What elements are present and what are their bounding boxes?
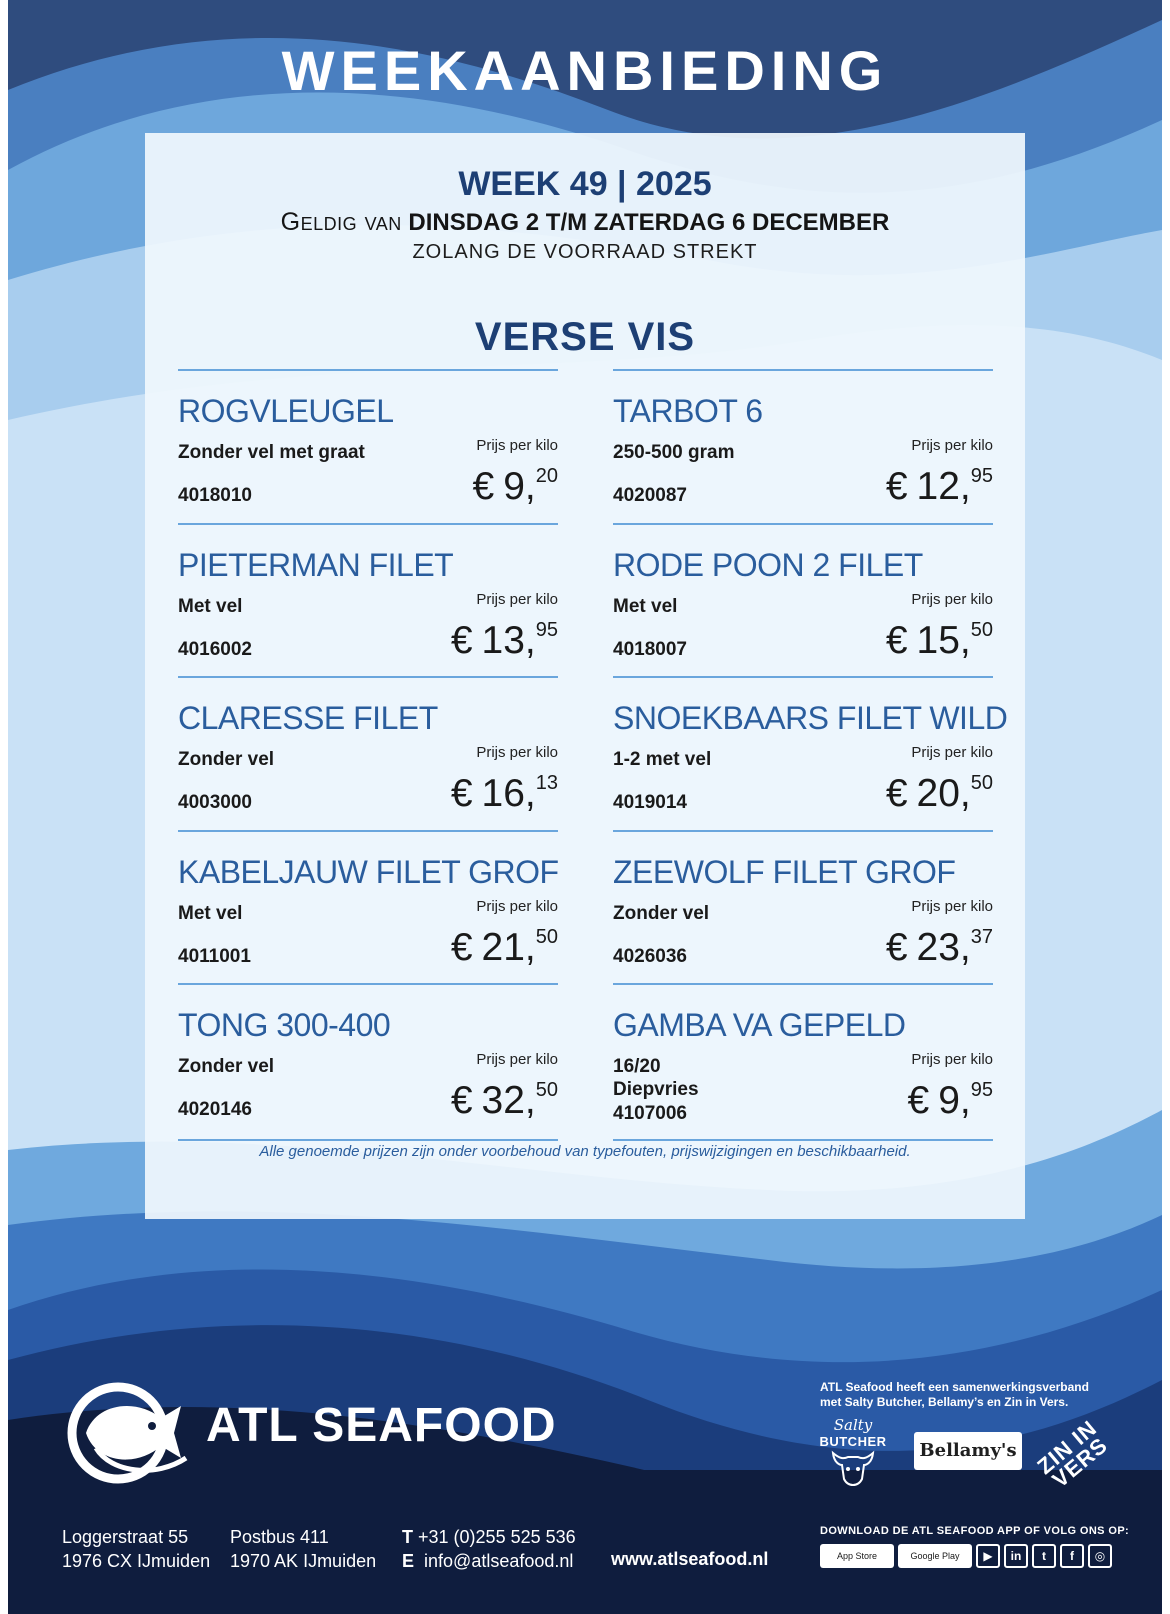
product-code: 4020146 — [178, 1099, 252, 1120]
price-cents: 95 — [535, 618, 558, 641]
validity-line — [145, 208, 1025, 237]
bull-head-icon — [828, 1449, 878, 1489]
product-description: 16/20 Diepvries — [613, 1056, 699, 1100]
product-name: ZEEWOLF FILET GROF — [613, 853, 956, 890]
product-price — [908, 1079, 993, 1123]
price-unit-label: Prijs per kilo — [476, 744, 558, 761]
footer-contact — [402, 1525, 576, 1573]
product-name: TARBOT 6 — [613, 393, 763, 429]
price-whole: 23, — [916, 925, 971, 969]
product-name: TONG 300-400 — [178, 1007, 391, 1043]
price-cents: 50 — [970, 772, 993, 794]
product-price — [886, 772, 993, 816]
price-whole: 12, — [916, 465, 971, 508]
product-description: Met vel — [613, 595, 678, 617]
product-price — [451, 619, 558, 663]
price-unit-label: Prijs per kilo — [476, 1051, 558, 1068]
price-whole: 15, — [916, 618, 971, 662]
poster — [8, 0, 1162, 1614]
price-unit-label: Prijs per kilo — [911, 744, 993, 761]
price-whole: 32, — [481, 1079, 536, 1122]
product-price — [886, 619, 993, 663]
price-cents: 50 — [535, 1079, 558, 1101]
currency-symbol: € — [907, 1079, 930, 1122]
product-code: 4019014 — [613, 792, 687, 813]
product-name: KABELJAUW FILET GROF — [178, 853, 559, 890]
product-item — [613, 523, 993, 677]
facebook-icon[interactable]: f — [1060, 1544, 1084, 1568]
price-unit-label: Prijs per kilo — [911, 437, 993, 454]
salty-logo-word: BUTCHER — [819, 1434, 887, 1449]
currency-symbol: € — [450, 925, 473, 969]
product-description: Zonder vel — [613, 902, 710, 924]
download-text: DOWNLOAD DE ATL SEAFOOD APP OF VOLG ONS OP: — [820, 1525, 1130, 1537]
currency-symbol: € — [885, 925, 908, 969]
price-whole: 20, — [916, 772, 971, 815]
price-cents: 13 — [535, 772, 558, 794]
validity-dates: DINSDAG 2 T/M ZATERDAG 6 DECEMBER — [408, 209, 890, 236]
product-price — [451, 926, 558, 970]
product-description: Met vel — [178, 595, 243, 617]
website-link[interactable]: www.atlseafood.nl — [611, 1549, 769, 1569]
product-item — [178, 830, 558, 984]
linkedin-icon[interactable]: in — [1004, 1544, 1028, 1568]
product-description: Met vel — [178, 902, 243, 924]
product-description: Zonder vel met graat — [178, 442, 365, 463]
app-store-button[interactable]: App Store — [820, 1544, 894, 1568]
product-column-right — [613, 369, 1008, 1141]
price-cents: 95 — [970, 465, 993, 487]
product-item — [613, 369, 993, 523]
price-unit-label: Prijs per kilo — [911, 1051, 993, 1068]
footer-address — [62, 1525, 210, 1573]
address-line: Loggerstraat 55 — [62, 1527, 189, 1547]
product-code: 4026036 — [613, 945, 687, 967]
app-links — [820, 1544, 1112, 1568]
product-item — [613, 676, 1008, 830]
instagram-icon[interactable]: ◎ — [1088, 1544, 1112, 1568]
page-title: WEEKAANBIEDING — [281, 39, 889, 102]
product-code: 4016002 — [178, 638, 252, 660]
postbus-line: Postbus 411 — [230, 1527, 329, 1547]
product-code: 4003000 — [178, 792, 252, 813]
product-item — [613, 830, 993, 984]
product-code: 4011001 — [178, 945, 251, 967]
price-unit-label: Prijs per kilo — [476, 897, 558, 915]
price-cents: 95 — [970, 1079, 993, 1101]
product-code: 4018007 — [613, 638, 687, 660]
week-label: WEEK 49 | 2025 — [458, 165, 712, 203]
price-whole: 16, — [481, 772, 536, 815]
email-line — [402, 1549, 576, 1573]
product-item — [178, 676, 558, 830]
currency-symbol: € — [885, 618, 908, 662]
price-cents: 50 — [535, 925, 558, 948]
partners-text: ATL Seafood heeft een samenwerkingsverband met Salty Butcher, Bellamy’s en Zin in Vers. — [820, 1380, 1089, 1409]
product-item — [613, 983, 993, 1141]
product-item — [178, 369, 558, 523]
footer-postbus — [230, 1525, 376, 1573]
price-unit-label: Prijs per kilo — [911, 897, 993, 915]
disclaimer: Alle genoemde prijzen zijn onder voorbehoud van typefouten, prijswijzigingen en beschikbaarheid. — [259, 1143, 911, 1160]
youtube-icon[interactable]: ▶ — [976, 1544, 1000, 1568]
currency-symbol: € — [885, 772, 908, 815]
product-description: 250-500 gram — [613, 442, 735, 463]
product-price — [886, 465, 993, 509]
product-name: RODE POON 2 FILET — [613, 546, 923, 583]
email-link[interactable]: info@atlseafood.nl — [424, 1551, 574, 1571]
product-price — [473, 465, 558, 509]
product-code: 4018010 — [178, 485, 252, 506]
currency-symbol: € — [450, 618, 473, 662]
phone-number[interactable]: +31 (0)255 525 536 — [418, 1527, 576, 1547]
currency-symbol: € — [450, 1079, 473, 1122]
email-label: E — [402, 1551, 415, 1571]
product-item — [178, 983, 558, 1141]
product-price — [451, 1079, 558, 1123]
section-title: VERSE VIS — [474, 315, 696, 359]
price-whole: 21, — [481, 925, 536, 969]
address-line: 1976 CX IJmuiden — [62, 1551, 211, 1571]
validity-prefix: Geldig van — [280, 208, 402, 236]
price-unit-label: Prijs per kilo — [476, 590, 558, 608]
stock-note: ZOLANG DE VOORRAAD STREKT — [412, 241, 758, 263]
price-cents: 37 — [970, 925, 993, 948]
product-description: Zonder vel — [178, 1056, 275, 1077]
product-description: Zonder vel — [178, 749, 275, 770]
product-description: 1-2 met vel — [613, 749, 712, 770]
twitter-icon[interactable]: t — [1032, 1544, 1056, 1568]
product-name: GAMBA VA GEPELD — [613, 1007, 906, 1043]
product-name: CLARESSE FILET — [178, 700, 438, 736]
google-play-button[interactable]: Google Play — [898, 1544, 972, 1568]
product-code: 4107006 — [613, 1103, 687, 1124]
fish-logo-icon — [66, 1378, 196, 1488]
phone-label: T — [402, 1527, 413, 1547]
price-whole: 13, — [481, 618, 536, 662]
product-column-left — [178, 369, 558, 1141]
product-name: SNOEKBAARS FILET WILD — [613, 700, 1008, 736]
postbus-line: 1970 AK IJmuiden — [230, 1551, 377, 1571]
product-item — [178, 523, 558, 677]
salty-butcher-logo — [818, 1416, 888, 1496]
brand-logo — [66, 1378, 586, 1488]
product-code: 4020087 — [613, 485, 687, 506]
price-unit-label: Prijs per kilo — [476, 437, 558, 454]
price-cents: 50 — [970, 618, 993, 641]
salty-logo-script: Salty — [833, 1416, 873, 1434]
bellamys-logo: Bellamy's — [914, 1432, 1022, 1470]
price-unit-label: Prijs per kilo — [911, 590, 993, 608]
brand-name: ATL SEAFOOD — [206, 1399, 557, 1452]
currency-symbol: € — [450, 772, 473, 815]
product-name: PIETERMAN FILET — [178, 546, 454, 583]
product-price — [451, 772, 558, 816]
product-price — [886, 926, 993, 970]
zin-in-vers-logo: ZIN IN VERS — [1032, 1415, 1113, 1493]
phone-line — [402, 1525, 576, 1549]
price-whole: 9, — [938, 1079, 971, 1122]
currency-symbol: € — [885, 465, 908, 508]
price-whole: 9, — [503, 465, 536, 508]
offer-panel — [145, 133, 1025, 1219]
currency-symbol: € — [472, 465, 495, 508]
product-name: ROGVLEUGEL — [178, 393, 394, 429]
price-cents: 20 — [535, 465, 558, 487]
